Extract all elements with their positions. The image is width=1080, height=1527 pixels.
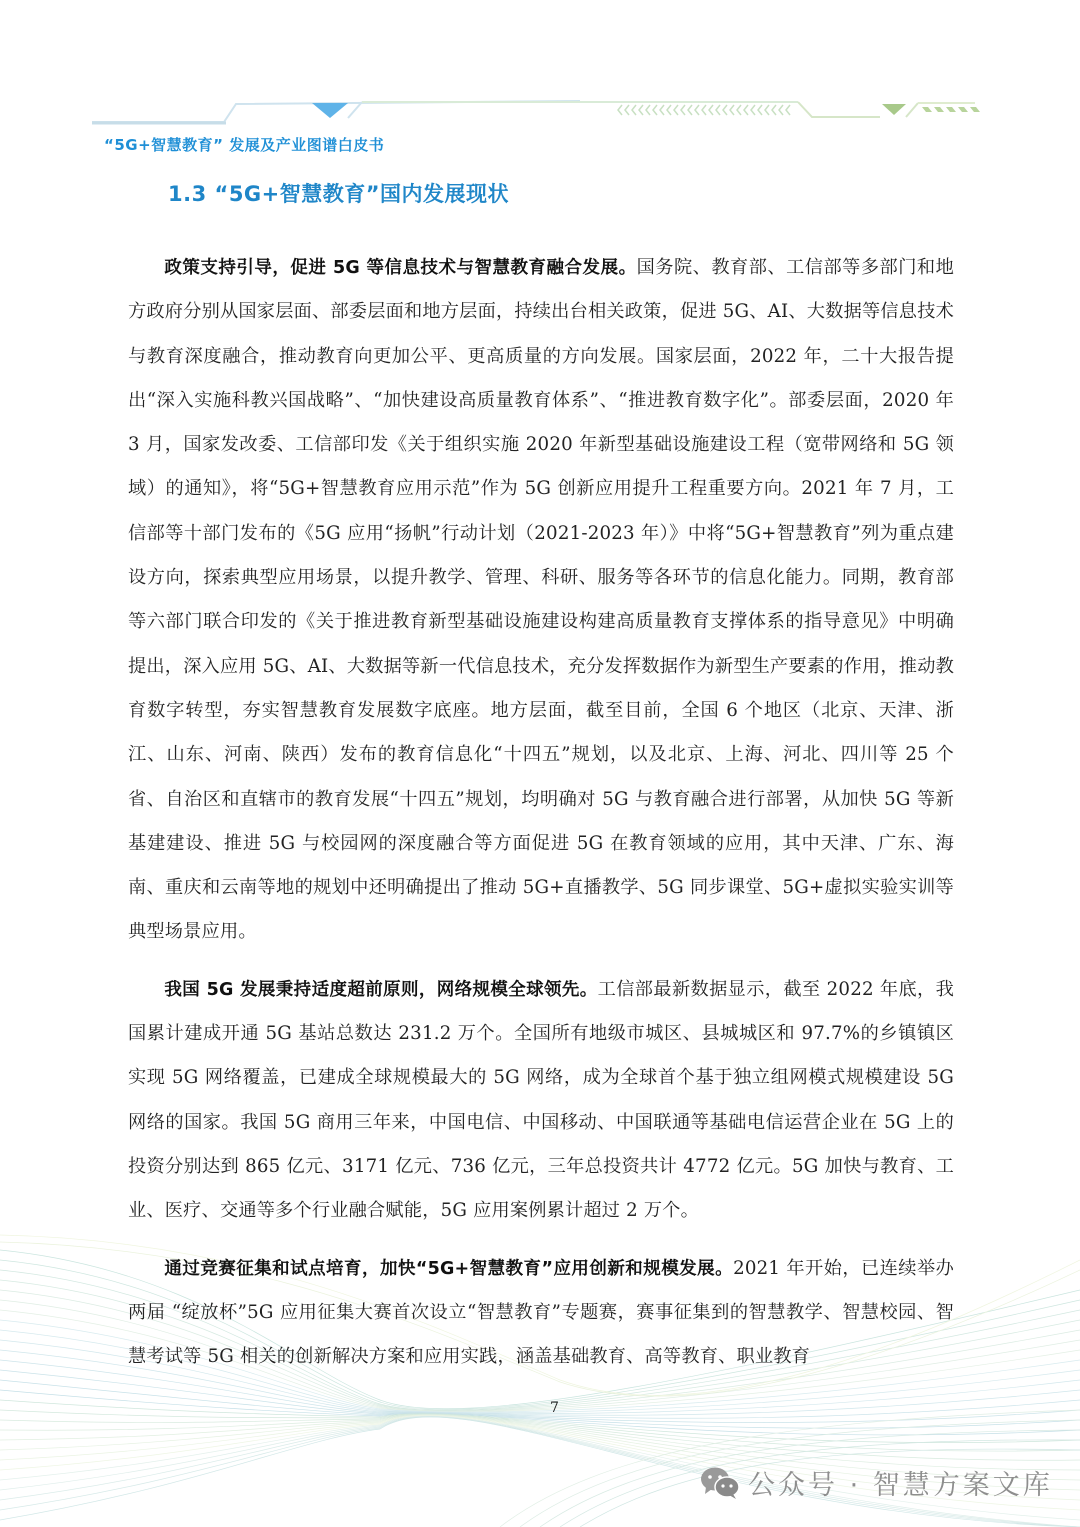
paragraph-body: 工信部最新数据显示，截至 2022 年底，我国累计建成开通 5G 基站总数达 231.2 万个。全国所有地级市城区、县城城区和 97.7%的乡镇镇区实现 5G 网络覆盖，已建成全球规模最大的 5G 网络，成为全球首个基于独立组网模式规模建设 5G 网络的国家。我国 5G 商用三年来，中国电信、中国移动、中国联通等基础电信运营企业在 5G 上的投资分别达到 865 亿元、3171 亿元、736 亿元，三年总投资共计 4772 亿元。5G 加快与教育、工业、医疗、交通等多个行业融合赋能，5G 应用案例累计超过 2 万个。 — [128, 978, 954, 1222]
paragraph-policy — [128, 246, 954, 955]
page-number: 7 — [550, 1400, 559, 1416]
section-heading: 1.3 “5G+智慧教育”国内发展现状 — [168, 182, 510, 206]
wechat-icon — [700, 1466, 740, 1500]
watermark — [700, 1463, 1053, 1502]
paragraph-body: 2021 年开始，已连续举办两届 “绽放杯”5G 应用征集大赛首次设立“智慧教育”专题赛，赛事征集到的智慧教学、智慧校园、智慧考试等 5G 相关的创新解决方案和应用实践，涵盖基础教育、高等教育、职业教育 — [128, 1257, 954, 1368]
header-decoration — [0, 0, 1080, 130]
paragraph-network — [128, 968, 954, 1234]
watermark-text: 公众号 · 智慧方案文库 — [748, 1470, 1053, 1501]
paragraph-competition — [128, 1247, 954, 1380]
paragraph-body: 国务院、教育部、工信部等多部门和地方政府分别从国家层面、部委层面和地方层面，持续出台相关政策，促进 5G、AI、大数据等信息技术与教育深度融合，推动教育向更加公平、更高质量的方向发展。国家层面，2022 年，二十大报告提出“深入实施科教兴国战略”、“加快建设高质量教育体系”、“推进教育数字化”。部委层面，2020 年 3 月，国家发改委、工信部印发《关于组织实施 2020 年新型基础设施建设工程（宽带网络和 5G 领域）的通知》，将“5G+智慧教育应用示范”作为 5G 创新应用提升工程重要方向。2021 年 7 月，工信部等十部门发布的《5G 应用“扬帆”行动计划（2021-2023 年）》中将“5G+智慧教育”列为重点建设方向，探索典型应用场景，以提升教学、管理、科研、服务等各环节的信息化能力。同期，教育部等六部门联合印发的《关于推进教育新型基础设施建设构建高质量教育支撑体系的指导意见》中明确提出，深入应用 5G、AI、大数据等新一代信息技术，充分发挥数据作为新型生产要素的作用，推动教育数字转型，夯实智慧教育发展数字底座。地方层面，截至目前，全国 6 个地区（北京、天津、浙江、山东、河南、陕西）发布的教育信息化“十四五”规划，以及北京、上海、河北、四川等 25 个省、自治区和直辖市的教育发展“十四五”规划，均明确对 5G 与教育融合进行部署，从加快 5G 等新基建建设、推进 5G 与校园网的深度融合等方面促进 5G 在教育领域的应用，其中天津、广东、海南、重庆和云南等地的规划中还明确提出了推动 5G+直播教学、5G 同步课堂、5G+虚拟实验实训等典型场景应用。 — [128, 257, 954, 943]
blue-triangle-icon — [312, 103, 348, 118]
running-header-title: “5G+智慧教育” 发展及产业图谱白皮书 — [104, 136, 385, 154]
paragraph-lead: 我国 5G 发展秉持适度超前原则，网络规模全球领先。 — [164, 979, 598, 1000]
paragraph-lead: 政策支持引导，促进 5G 等信息技术与智慧教育融合发展。 — [164, 258, 637, 278]
body-text — [128, 246, 954, 1379]
green-triangle-icon — [882, 104, 906, 115]
paragraph-lead: 通过竞赛征集和试点培育，加快“5G+智慧教育”应用创新和规模发展。 — [164, 1258, 734, 1279]
